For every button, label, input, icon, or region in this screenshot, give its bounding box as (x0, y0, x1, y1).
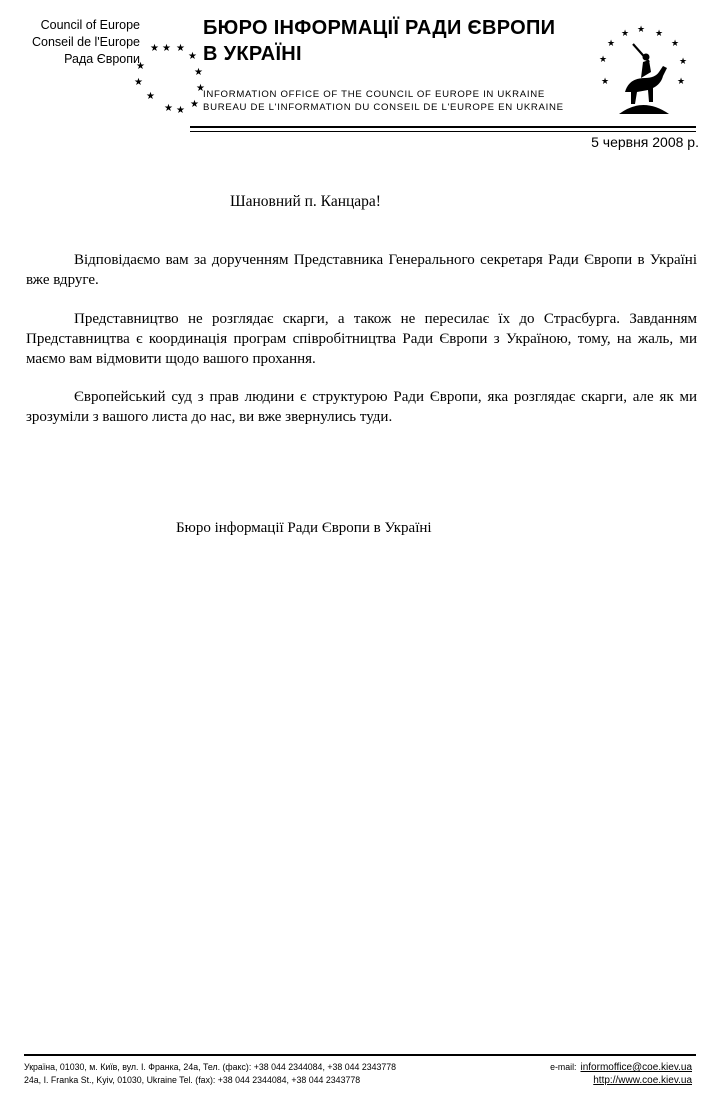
footer-rule (24, 1054, 696, 1056)
office-subtitle (203, 88, 564, 114)
paragraph-text: Відповідаємо вам за дорученням Представника Генерального секретаря Ради Європи в Україні вже вдруге. (26, 252, 697, 288)
footer-address-ua: Україна, 01030, м. Київ, вул. І. Франка, 24а, Тел. (факс): +38 044 2344084, +38 044 2343778 (24, 1062, 397, 1072)
coe-name-ua: Рада Європи (64, 52, 140, 66)
salutation: Шановний п. Канцара! (230, 193, 381, 210)
svg-text:★: ★ (655, 29, 664, 39)
coe-names-block (22, 17, 140, 68)
footer-line-2 (24, 1075, 692, 1085)
body-paragraph-1 (26, 250, 697, 290)
coe-name-en: Council of Europe (40, 18, 140, 32)
svg-text:★: ★ (671, 39, 680, 49)
body-paragraph-2 (26, 309, 697, 369)
horseman-emblem-icon (593, 22, 693, 122)
svg-text:★: ★ (621, 29, 630, 39)
svg-text:★: ★ (599, 55, 608, 65)
svg-text:★: ★ (607, 39, 616, 49)
paragraph-text: Європейський суд з прав людини є структурою Ради Європи, яка розглядає скарги, але як ми зрозуміли з вашого листа до нас, ви вже звернулись туди. (26, 389, 697, 425)
body-paragraph-3 (26, 387, 697, 427)
svg-text:★: ★ (601, 77, 610, 87)
office-subtitle-fr: BUREAU DE L'INFORMATION DU CONSEIL DE L'EUROPE EN UKRAINE (203, 102, 564, 113)
svg-text:★: ★ (677, 77, 686, 87)
letterhead-rule (190, 126, 696, 128)
footer-email-label: e-mail: (550, 1062, 577, 1072)
paragraph-text: Представництво не розглядає скарги, а також не пересилає їх до Страсбурга. Завданням Представництва є координація програм співробітництва Ради Європи з Україною, тому, на жаль, ми маємо вам відмовити щодо вашого прохання. (26, 311, 697, 367)
letterhead-rule-thin (190, 131, 696, 132)
letter-date: 5 червня 2008 р. (591, 134, 699, 150)
signature: Бюро інформації Ради Європи в Україні (176, 520, 432, 536)
footer-website-link[interactable]: http://www.coe.kiev.ua (593, 1075, 692, 1086)
footer-email-block (550, 1062, 692, 1073)
footer-email-link[interactable]: informoffice@coe.kiev.ua (580, 1062, 692, 1073)
office-title (203, 15, 555, 67)
coe-name-fr: Conseil de l'Europe (31, 35, 140, 49)
footer-address-en: 24a, I. Franka St., Kyiv, 01030, Ukraine Tel. (fax): +38 044 2344084, +38 044 2343778 (24, 1075, 361, 1085)
svg-text:★: ★ (679, 57, 688, 67)
footer-line-1 (24, 1062, 692, 1072)
office-subtitle-en: INFORMATION OFFICE OF THE COUNCIL OF EUROPE IN UKRAINE (203, 89, 545, 100)
svg-text:★: ★ (637, 25, 646, 35)
office-title-line2: В УКРАЇНІ (203, 43, 302, 65)
star-icon: ★ ★ ★ ★ ★ ★ ★ ★ ★ ★ ★ ★ (134, 43, 205, 116)
office-title-line1: БЮРО ІНФОРМАЦІЇ РАДИ ЄВРОПИ (203, 17, 556, 39)
